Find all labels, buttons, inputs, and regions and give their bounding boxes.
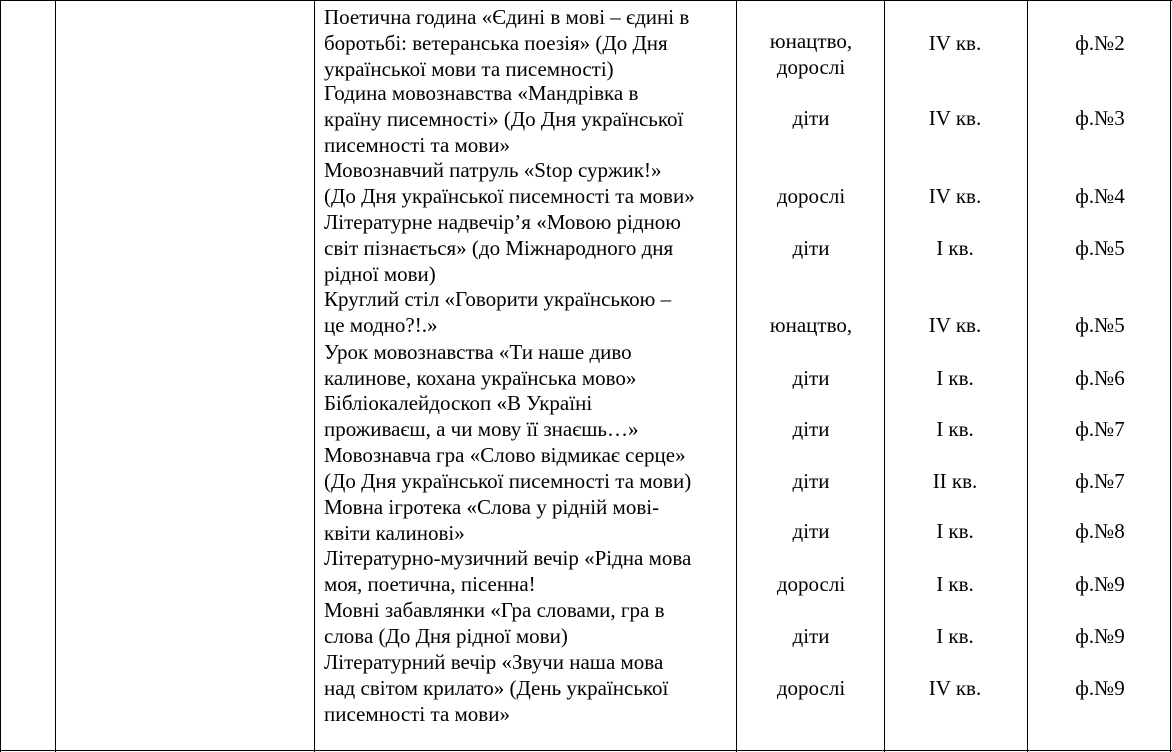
term-cell: I кв. <box>936 624 974 648</box>
event-cell: Літературне надвечір’я «Мовою рідною світ пізнається» (до Міжнародного дня рідної мови) <box>324 210 681 286</box>
table-divider-2 <box>314 0 315 752</box>
term-cell: IV кв. <box>928 313 982 337</box>
event-cell: Урок мовознавства «Ти наше диво калинове, кохана українська мово» <box>324 340 637 390</box>
event-cell: Поетична година «Єдині в мові – єдині в боротьбі: ветеранська поезія» (До Дня української мови та писемності) <box>324 5 690 81</box>
term-cell: IV кв. <box>928 184 982 208</box>
responsible-cell: ф.№7 <box>1075 469 1125 493</box>
responsible-cell: ф.№9 <box>1075 624 1125 648</box>
audience-cell: діти <box>792 519 830 543</box>
term-cell: I кв. <box>936 417 974 441</box>
event-cell: Година мовознавства «Мандрівка в країну писемності» (До Дня української писемності та мови» <box>324 81 684 157</box>
event-cell: Літературний вечір «Звучи наша мова над світом крилато» (День української писемності та мови» <box>324 650 669 726</box>
audience-cell: діти <box>792 236 830 260</box>
table-divider-5 <box>1027 0 1028 752</box>
event-cell: Мовна ігротека «Слова у рідній мові- квіти калинові» <box>324 495 660 545</box>
term-cell: I кв. <box>936 572 974 596</box>
table-border-left <box>0 0 1 752</box>
event-cell: Мовознавча гра «Слово відмикає серце» (До Дня української писемності та мови) <box>324 443 692 493</box>
event-cell: Літературно-музичний вечір «Рідна мова моя, поетична, пісенна! <box>324 546 692 596</box>
responsible-cell: ф.№5 <box>1075 313 1125 337</box>
event-cell: Круглий стіл «Говорити українською – це модно?!.» <box>324 287 672 337</box>
audience-cell: діти <box>792 469 830 493</box>
table-divider-3 <box>736 0 737 752</box>
term-cell: I кв. <box>936 366 974 390</box>
term-cell: IV кв. <box>928 676 982 700</box>
responsible-cell: ф.№4 <box>1075 184 1125 208</box>
responsible-cell: ф.№6 <box>1075 366 1125 390</box>
responsible-cell: ф.№7 <box>1075 417 1125 441</box>
table-bottom-border <box>0 750 1172 751</box>
audience-cell: діти <box>792 106 830 130</box>
table-divider-1 <box>55 0 56 752</box>
audience-cell: діти <box>792 366 830 390</box>
table-top-border <box>0 0 1172 1</box>
term-cell: IV кв. <box>928 106 982 130</box>
event-cell: Мовознавчий патруль «Stop суржик!» (До Дня української писемності та мови» <box>324 158 695 208</box>
audience-cell: юнацтво, дорослі <box>769 29 853 79</box>
event-cell: Мовні забавлянки «Гра словами, гра в слова (До Дня рідної мови) <box>324 598 665 648</box>
audience-cell: юнацтво, <box>769 313 853 337</box>
audience-cell: діти <box>792 624 830 648</box>
term-cell: II кв. <box>932 469 978 493</box>
responsible-cell: ф.№8 <box>1075 519 1125 543</box>
responsible-cell: ф.№5 <box>1075 236 1125 260</box>
audience-cell: діти <box>792 417 830 441</box>
audience-cell: дорослі <box>776 184 846 208</box>
term-cell: I кв. <box>936 519 974 543</box>
table-border-right <box>1170 0 1171 752</box>
responsible-cell: ф.№3 <box>1075 106 1125 130</box>
term-cell: IV кв. <box>928 31 982 55</box>
responsible-cell: ф.№9 <box>1075 676 1125 700</box>
responsible-cell: ф.№2 <box>1075 31 1125 55</box>
audience-cell: дорослі <box>776 676 846 700</box>
responsible-cell: ф.№9 <box>1075 572 1125 596</box>
audience-cell: дорослі <box>776 572 846 596</box>
term-cell: I кв. <box>936 236 974 260</box>
event-cell: Бібліокалейдоскоп «В Україні проживаєш, а чи мову її знаєшь…» <box>324 391 639 441</box>
table-divider-4 <box>884 0 885 752</box>
